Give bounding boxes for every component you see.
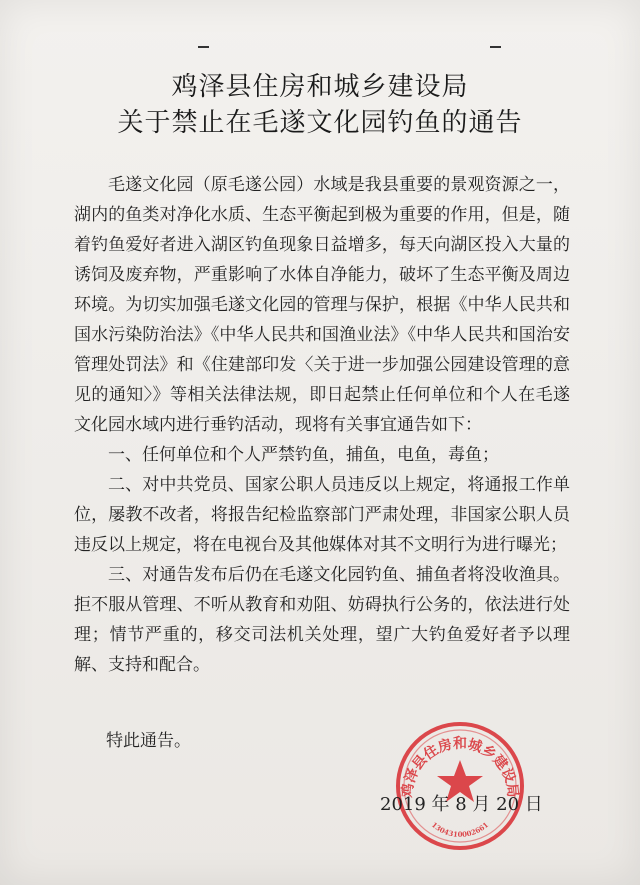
svg-text:1304310002661: 1304310002661 bbox=[429, 820, 491, 839]
signoff-text: 特此通告。 bbox=[106, 731, 191, 751]
paragraph-rule-3: 三、对通告发布后仍在毛遂文化园钓鱼、捕鱼者将没收渔具。拒不服从管理、不听从教育和劝阻、妨碍执行公务的，依法进行处理；情节严重的，移交司法机关处理，望广大钓鱼爱好者予以理解、支持和配合。 bbox=[74, 565, 570, 675]
document-body bbox=[74, 170, 570, 680]
paragraph-rule-2: 二、对中共党员、国家公职人员违反以上规定，将通报工作单位，屡教不改者，将报告纪检监察部门严肃处理，非国家公职人员违反以上规定，将在电视台及其他媒体对其不文明行为进行曝光； bbox=[74, 475, 570, 555]
document-title-line-2: 关于禁止在毛遂文化园钓鱼的通告 bbox=[117, 108, 523, 138]
official-seal bbox=[392, 718, 528, 854]
right-header-mark bbox=[490, 46, 501, 48]
paragraph-intro: 毛遂文化园（原毛遂公园）水域是我县重要的景观资源之一，湖内的鱼类对净化水质、生态平衡起到极为重要的作用，但是，随着钓鱼爱好者进入湖区钓鱼现象日益增多，每天向湖区投入大量的诱饲及废弃物，严重影响了水体自净能力，破坏了生态平衡及周边环境。为切实加强毛遂文化园的管理与保护，根据《中华人民共和国水污染防治法》《中华人民共和国渔业法》《中华人民共和国治安管理处罚法》和《住建部印发〈关于进一步加强公园建设管理的意见的通知〉》等相关法律法规，即日起禁止任何单位和个人在毛遂文化园水域内进行垂钓活动，现将有关事宜通告如下： bbox=[74, 175, 570, 435]
paragraph-rule-1: 一、任何单位和个人严禁钓鱼，捕鱼，电鱼，毒鱼； bbox=[108, 445, 499, 465]
document-date: 2019 年 8 月 20 日 bbox=[380, 794, 543, 815]
left-header-mark bbox=[198, 46, 209, 48]
header-marks bbox=[0, 40, 640, 52]
svg-text:鸡泽县住房和城乡建设局: 鸡泽县住房和城乡建设局 bbox=[399, 736, 521, 799]
official-seal-icon bbox=[392, 718, 528, 854]
document-title-line-1: 鸡泽县住房和城乡建设局 bbox=[171, 72, 469, 102]
